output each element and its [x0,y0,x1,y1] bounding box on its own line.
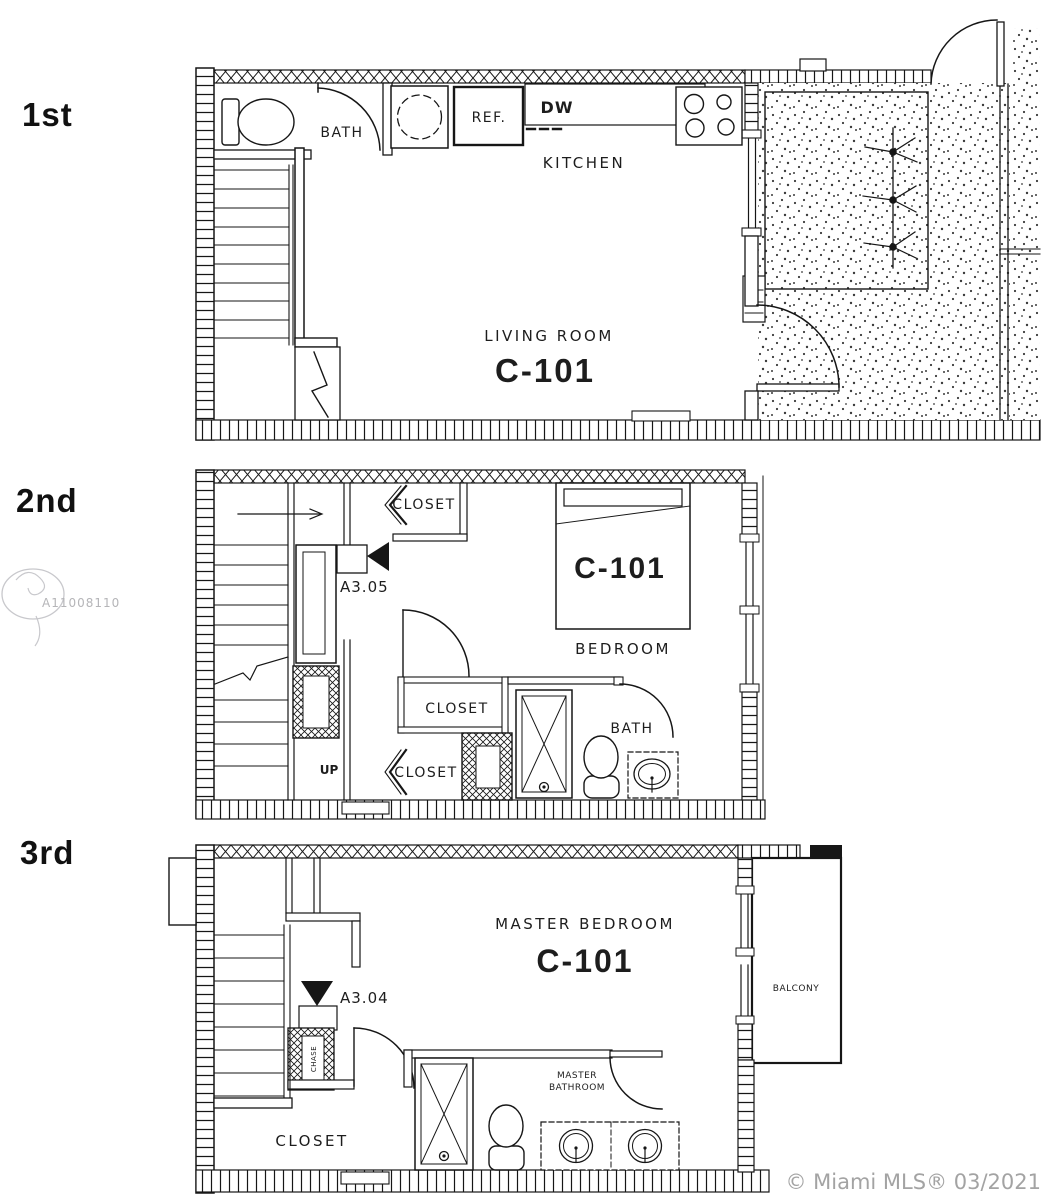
interior-wall [288,1080,354,1089]
toilet-bowl [489,1105,523,1147]
exterior-wall-bottom [196,1170,769,1192]
mls-id-watermark: A11008110 [42,596,121,610]
copyright-watermark: © Miami MLS® 03/2021 [785,1170,1041,1194]
mls-logo-icon [35,616,40,646]
faucet-dot [574,1146,577,1149]
stair-break-line [215,657,288,684]
room-label-living-room: LIVING ROOM [484,327,614,345]
faucet-dot [650,776,653,779]
section-marker-box [337,545,367,573]
unit-label: C-101 [574,552,666,585]
interior-wall [286,913,360,921]
stairs [215,925,290,1098]
wall-segment [738,858,752,890]
room-label-closet: CLOSET [275,1132,349,1150]
stairs [215,165,293,345]
room-label-bedroom: BEDROOM [575,640,671,658]
unit-label: C-101 [495,352,595,389]
gate-door-leaf [997,22,1004,86]
mls-watermark [2,569,120,646]
section-marker-label: A3.04 [340,989,389,1007]
toilet-bowl [238,99,294,145]
bath-wall [404,1050,412,1087]
room-label-master-bathroom: BATHROOM [548,1083,606,1093]
threshold [632,411,690,421]
wall-segment [745,236,758,306]
stair-up-label: UP [319,763,339,777]
exterior-wall-left [196,845,214,1193]
room-label-master-bedroom: MASTER BEDROOM [495,915,675,933]
exterior-wall-bottom [196,800,765,819]
closet-wall [460,483,467,540]
exterior-wall-left [196,68,214,440]
toilet-base [584,776,619,798]
floor-plan-3rd [169,845,842,1193]
room-label-master-bathroom: MASTER [556,1071,598,1081]
shower-drain-dot [542,785,545,788]
closet-wall [398,677,404,733]
room-label-bath: BATH [320,125,364,141]
toilet-tank [222,99,239,145]
wall-segment [745,83,758,135]
appliance-label-dw: DW [540,98,574,117]
wall-segment [738,1024,752,1060]
exterior-wall-bottom [196,420,1040,440]
window-sill [736,948,754,956]
window-sill [740,684,759,692]
window-sill [736,886,754,894]
range [676,87,742,145]
window-sill [742,228,761,236]
bath-wall [508,677,620,684]
floor-plan-1st [196,20,1040,440]
shower-drain-dot [442,1154,445,1157]
stair-wall [214,1098,292,1108]
patio-wall-top [745,70,931,83]
closet-wall [398,727,508,733]
door-leaf [610,1051,662,1057]
patio-edge [1012,28,1040,420]
section-marker-label: A3.05 [340,578,389,596]
chase-inner [303,676,329,728]
window-sill [740,534,759,542]
room-label-closet: CLOSET [394,765,458,781]
door-arc [403,610,469,676]
unit-label: C-101 [536,943,634,979]
shaft-inner [303,552,325,654]
room-label-kitchen: KITCHEN [542,154,626,172]
planter [765,92,928,289]
chase-inner [476,746,500,788]
stairs [215,545,288,766]
stair-wall [295,148,304,344]
faucet-dot [643,1146,646,1149]
balcony [752,858,841,1063]
window-sill [736,1016,754,1024]
understair-closet [295,347,340,420]
bath-wall [404,1050,612,1058]
floor-plan-2nd [196,470,765,819]
room-label-bath: BATH [610,721,654,737]
exterior-wall-top [214,470,745,483]
section-marker-triangle-icon [367,542,389,571]
section-marker-triangle-icon [301,981,333,1006]
mls-logo-icon [16,572,45,594]
closet-wall [393,534,467,541]
patio-door-leaf [757,384,839,391]
wall-segment [742,692,757,800]
wall-segment [738,1060,754,1172]
door-arc [610,1057,662,1109]
wall-segment [745,391,758,420]
wall-pilaster [800,59,826,71]
stair-wall [295,338,337,347]
room-label-closet: CLOSET [392,497,456,513]
gate-door-arc [931,20,997,84]
window-sill [740,606,759,614]
appliance-label-ref: REF. [471,110,507,126]
exterior-wall-left [196,470,214,818]
toilet-bowl [584,736,618,778]
floor-label-1st: 1st [22,96,73,133]
room-label-closet: CLOSET [425,701,489,717]
bed-pillow [564,489,682,506]
threshold [342,802,389,814]
window-sill [742,130,761,138]
closet-wall [398,677,508,683]
threshold [341,1172,389,1184]
room-label-balcony: BALCONY [772,984,820,994]
exterior-wall-top [214,70,745,83]
interior-wall [352,921,360,967]
wall-segment [742,483,757,538]
toilet-base [489,1146,524,1170]
exterior-wall-top [214,845,738,858]
floor-label-3rd: 3rd [20,834,75,871]
floor-label-2nd: 2nd [16,482,78,519]
section-marker-box [299,1006,337,1030]
chase-label: CHASE [310,1045,318,1073]
closet-wall [502,677,508,733]
exterior-pad [169,858,196,925]
